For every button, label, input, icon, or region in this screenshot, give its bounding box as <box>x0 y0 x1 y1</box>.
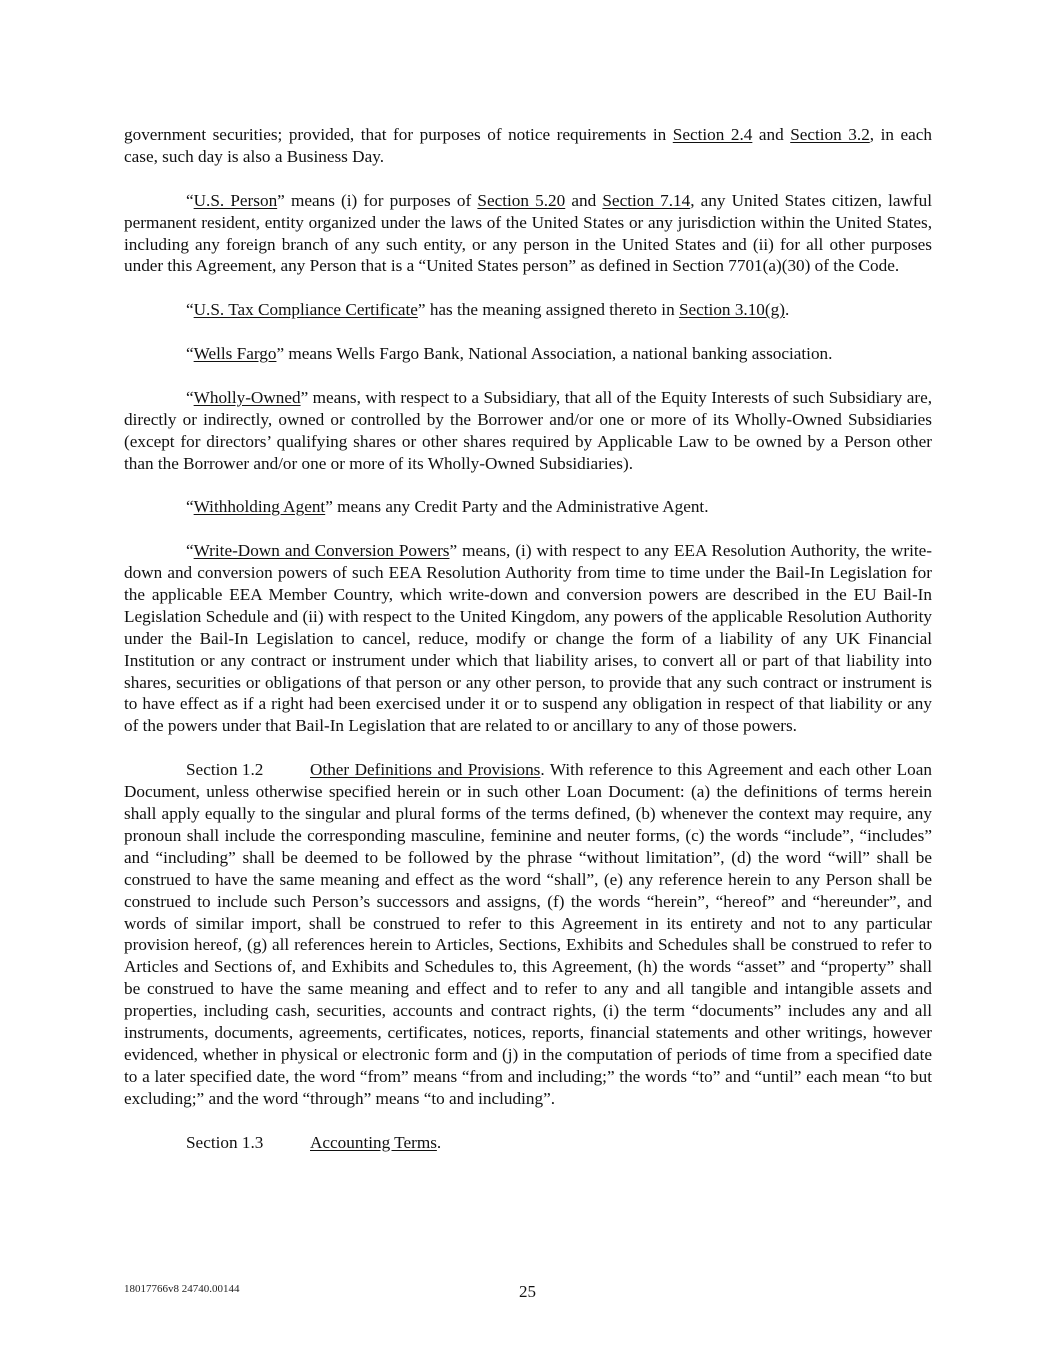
defined-term: Write-Down and Conversion Powers <box>193 541 450 561</box>
defined-term: Wholly-Owned <box>193 387 301 407</box>
section-reference: Section 7.14 <box>602 190 691 210</box>
defined-term: U.S. Person <box>193 190 278 210</box>
section-reference: Section 2.4 <box>672 125 753 144</box>
section-heading: Accounting Terms <box>310 1132 437 1152</box>
section-1-3-accounting-terms: Section 1.3 Accounting Terms. <box>186 1132 442 1152</box>
section-1-2-other-definitions: Section 1.2 Other Definitions and Provisions. With reference to this Agreement and each other Loan Document, unless otherwise specified herein or in such other Loan Document: (a) the definitions of terms herein shall apply equally to the singular and plural forms of the terms defined, (b) whenever the context may require, any pronoun shall include the corresponding masculine, feminine and neuter forms, (c) the words “include”, “includes” and “including” shall be deemed to be followed by the phrase “without limitation”, (d) the word “will” shall be construed to have the same meaning and effect as the word “shall”, (e) any reference herein to any Person shall be construed to include such Person’s successors and assigns, (f) the words “herein”, “hereof” and “hereunder”, and words of similar import, shall be construed to refer to this Agreement in its entirety and not to any particular provision hereof, (g) all references herein to Articles, Sections, Exhibits and Schedules shall be construed to refer to Articles and Sections of, and Exhibits and Schedules to, this Agreement, (h) the words “asset” and “property” shall be construed to have the same meaning and effect and to refer to any and all tangible and intangible assets and properties, including cash, securities, accounts and contract rights, (i) the term “documents” includes any and all instruments, documents, agreements, certificates, notices, reports, financial statements and other writings, however evidenced, whether in physical or electronic form and (j) in the computation of periods of time from a specified date to a later specified date, the word “from” means “from and including;” the words “to” and “until” each mean “to but excluding;” and the word “through” means “to and including”. <box>124 760 932 1108</box>
section-number: Section 1.2 <box>186 760 264 780</box>
definition-us-tax-compliance-certificate: “U.S. Tax Compliance Certificate” has the meaning assigned thereto in Section 3.10(g). <box>186 300 790 320</box>
definition-wells-fargo: “Wells Fargo” means Wells Fargo Bank, National Association, a national banking association. <box>186 344 833 364</box>
definition-withholding-agent: “Withholding Agent” means any Credit Party and the Administrative Agent. <box>186 497 709 517</box>
page-number: 25 <box>519 1282 536 1301</box>
section-reference: Section 3.10(g) <box>678 300 785 320</box>
defined-term: Wells Fargo <box>193 344 277 364</box>
document-body <box>124 124 932 1175</box>
definition-write-down-and-conversion-powers: “Write-Down and Conversion Powers” means, (i) with respect to any EEA Resolution Authority, the write-down and conversion powers of such EEA Resolution Authority from time to time under the Bail-In Legislation for the applicable EEA Member Country, which write-down and conversion powers are described in the EU Bail-In Legislation Schedule and (ii) with respect to the United Kingdom, any powers of the applicable Resolution Authority under the Bail-In Legislation to cancel, reduce, modify or change the form of a liability of any UK Financial Institution or any contract or instrument under which that liability arises, to convert all or part of that liability into shares, securities or obligations of that person or any other person, to provide that any such contract or instrument is to have effect as if a right had been exercised under it or to suspend any obligation in respect of that liability or any of the powers under that Bail-In Legislation that are related to or ancillary to any of those powers. <box>124 541 932 736</box>
section-reference: Section 5.20 <box>477 190 566 210</box>
defined-term: U.S. Tax Compliance Certificate <box>193 300 418 320</box>
defined-term: Withholding Agent <box>193 497 326 517</box>
section-heading: Other Definitions and Provisions <box>310 760 541 780</box>
section-number: Section 1.3 <box>186 1132 264 1152</box>
section-reference: Section 3.2 <box>790 125 870 144</box>
definition-us-person: “U.S. Person” means (i) for purposes of Section 5.20 and Section 7.14, any United States citizen, lawful permanent resident, entity organized under the laws of the United States or any jurisdiction within the United States, including any foreign branch of any such entity, or any person in the United States and (ii) for all other purposes under this Agreement, any Person that is a “United States person” as defined in Section 7701(a)(30) of the Code. <box>124 190 932 276</box>
document-id: 18017766v8 24740.00144 <box>124 1283 240 1295</box>
paragraph-business-day-continued: government securities; provided, that for purposes of notice requirements in Section 2.4 and Section 3.2, in each case, such day is also a Business Day. <box>124 125 932 166</box>
definition-wholly-owned: “Wholly-Owned” means, with respect to a Subsidiary, that all of the Equity Interests of such Subsidiary are, directly or indirectly, owned or controlled by the Borrower and/or one or more of its Wholly-Owned Subsidiaries (except for directors’ qualifying shares or other shares required by Applicable Law to be owned by a Person other than the Borrower and/or one or more of its Wholly-Owned Subsidiaries). <box>124 387 932 473</box>
